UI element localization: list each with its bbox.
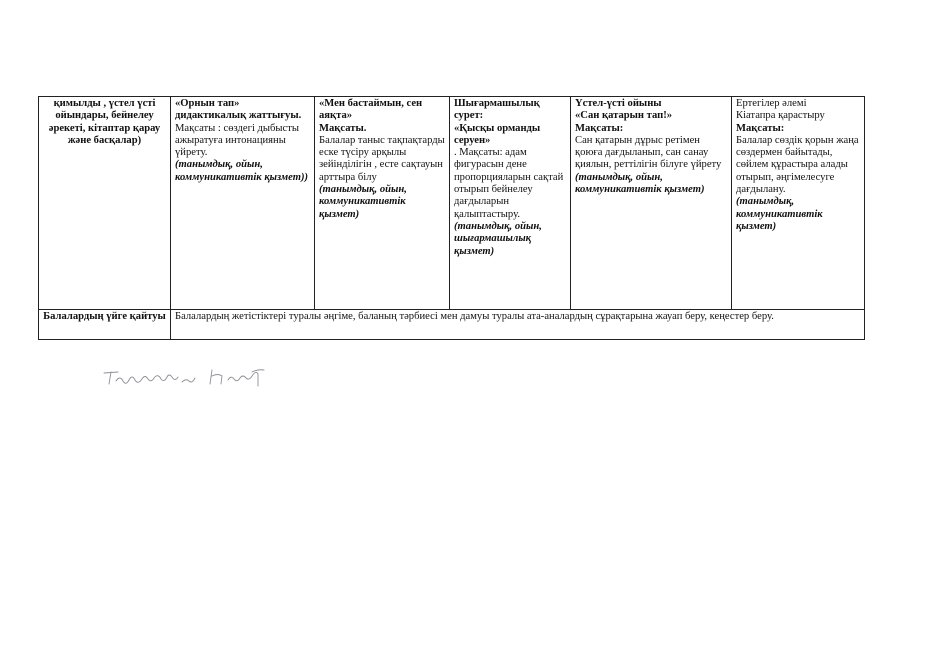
activity-cell-3 [450,97,571,310]
activity-cell-5 [732,97,865,310]
activity-label: қимылды , үстел үсті ойындары, бейнелеу әрекеті, кітаптар қарау және басқалар) [48,98,161,146]
activity-subtitle: «Сан қатарын тап!» [575,110,673,122]
activity-title: Үстел-үсті ойыны [575,98,662,109]
activity-title: Шығармашылық сурет: [454,98,540,122]
handwritten-signature [100,364,280,390]
activity-subtitle: «Қысқы орманды серуен» [454,122,541,146]
activity-plain-line: Кіатапра қарастыру [736,110,825,122]
activity-tag: (танымдық, коммуникативтік қызмет) [736,196,823,232]
activity-goal-text: Мақсаты : сөздегі дыбысты ажыратуға интонацияны үйрету. [175,122,300,159]
activity-tag: (танымдық, ойын, коммуникативтік қызмет) [319,184,407,220]
going-home-text: Балалардың жетістіктері туралы әңгіме, баланың тәрбиесі мен дамуы туралы ата-аналардың сұрақтарына жауап беру, кеңестер беру. [175,311,774,322]
table-row [39,97,865,310]
activity-goal-text: Сан қатарын дұрыс ретімен қоюға дағдыланып, сан санау қиялын, реттілігін білуге үйрету [575,134,722,171]
activity-tag: (танымдық, ойын, коммуникативтік қызмет) [575,171,705,196]
activity-goal-label: Мақсаты: [575,122,624,134]
activity-goal-text: Балалар таныс тақпақтарды еске түсіру арқылы зейінділігін , есте сақтауын арттыра білу [319,134,445,183]
activity-plain-line: Ертегілер әлемі [736,98,807,109]
activity-goal-label: Мақсаты. [319,122,367,134]
activity-title: «Мен бастаймын, сен аяқта» [319,98,423,122]
going-home-text-cell [171,310,865,340]
activity-tag: (танымдық, ойын, коммуникативтік қызмет)) [175,159,309,183]
activity-tag: (танымдық, ойын, шығармашылық қызмет) [454,220,542,257]
activity-title: «Орнын тап» дидактикалық жаттығуы. [175,98,302,122]
activity-goal-label: Мақсаты: [736,122,785,134]
activity-cell-2 [315,97,450,310]
going-home-label-cell [39,310,171,340]
activity-label-cell [39,97,171,310]
activity-goal-text: Балалар сөздік қорын жаңа сөздермен байытады, сөйлем құрастыра алады отырып, әңгімелесуге дағдылану. [736,134,859,196]
table-row [39,310,865,340]
schedule-table [38,96,865,340]
activity-cell-4 [571,97,732,310]
activity-goal-text: . Мақсаты: адам фигурасын дене пропорцияларын сақтай отырып бейнелеу дағдыларын қалыптастыру. [454,147,564,220]
activity-cell-1 [171,97,315,310]
going-home-label: Балалардың үйге қайтуы [43,311,166,322]
